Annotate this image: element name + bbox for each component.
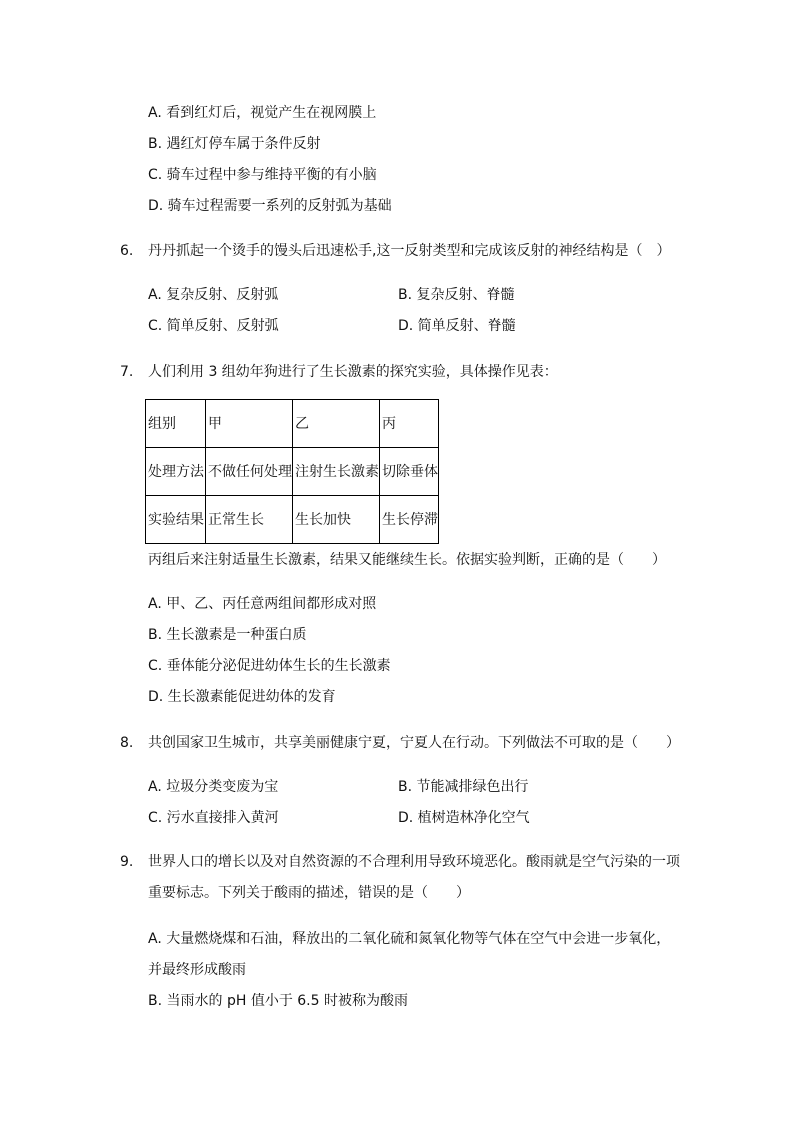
q9-option-b: B. 当雨水的 pH 值小于 6.5 时被称为酸雨: [148, 993, 408, 1009]
q8-option-d: D. 植树造林净化空气: [398, 810, 530, 826]
q5-option-d: D. 骑车过程需要一系列的反射弧为基础: [148, 198, 392, 214]
table-cell: 实验结果: [146, 496, 206, 544]
q6-stem: 丹丹抓起一个烫手的馒头后迅速松手,这一反射类型和完成该反射的神经结构是（ ）: [148, 243, 671, 259]
table-cell: 丙: [380, 400, 439, 448]
q6-option-a: A. 复杂反射、反射弧: [148, 287, 279, 303]
table-cell: 甲: [206, 400, 293, 448]
table-row: [146, 448, 439, 496]
table-row: [146, 496, 439, 544]
table-cell: 生长加快: [293, 496, 380, 544]
table-cell: 处理方法: [146, 448, 206, 496]
q6-option-d: D. 简单反射、脊髓: [398, 318, 516, 334]
q9-stem-line1: 世界人口的增长以及对自然资源的不合理利用导致环境恶化。酸雨就是空气污染的一项: [148, 854, 680, 870]
q9-number: 9.: [120, 854, 134, 870]
q9-stem-line2: 重要标志。下列关于酸雨的描述，错误的是（ ）: [148, 885, 470, 901]
q8-number: 8.: [120, 735, 134, 751]
q7-after-text: 丙组后来注射适量生长激素，结果又能继续生长。依据实验判断，正确的是（ ）: [148, 552, 666, 568]
table-cell: 组别: [146, 400, 206, 448]
experiment-table: [145, 399, 439, 544]
table-cell: 生长停滞: [380, 496, 439, 544]
q8-stem: 共创国家卫生城市，共享美丽健康宁夏，宁夏人在行动。下列做法不可取的是（ ）: [148, 735, 680, 751]
q7-number: 7.: [120, 364, 134, 380]
q7-option-b: B. 生长激素是一种蛋白质: [148, 627, 307, 643]
q6-number: 6.: [120, 243, 134, 259]
q7-option-d: D. 生长激素能促进幼体的发育: [148, 689, 336, 705]
q5-option-a: A. 看到红灯后，视觉产生在视网膜上: [148, 105, 377, 121]
q7-option-c: C. 垂体能分泌促进幼体生长的生长激素: [148, 658, 391, 674]
q7-option-a: A. 甲、乙、丙任意两组间都形成对照: [148, 596, 377, 612]
table-cell: 正常生长: [206, 496, 293, 544]
q7-stem: 人们利用 3 组幼年狗进行了生长激素的探究实验，具体操作见表：: [148, 364, 558, 380]
q9-option-a-line2: 并最终形成酸雨: [148, 962, 246, 978]
q5-option-b: B. 遇红灯停车属于条件反射: [148, 136, 321, 152]
q5-option-c: C. 骑车过程中参与维持平衡的有小脑: [148, 167, 377, 183]
q6-option-b: B. 复杂反射、脊髓: [398, 287, 515, 303]
table-cell: 乙: [293, 400, 380, 448]
table-cell: 不做任何处理: [206, 448, 293, 496]
q8-option-b: B. 节能减排绿色出行: [398, 779, 529, 795]
q8-option-c: C. 污水直接排入黄河: [148, 810, 279, 826]
table-row: [146, 400, 439, 448]
q6-option-c: C. 简单反射、反射弧: [148, 318, 279, 334]
table-cell: 注射生长激素: [293, 448, 380, 496]
q8-option-a: A. 垃圾分类变废为宝: [148, 779, 279, 795]
q9-option-a-line1: A. 大量燃烧煤和石油，释放出的二氧化硫和氮氧化物等气体在空气中会进一步氧化，: [148, 931, 671, 947]
table-cell: 切除垂体: [380, 448, 439, 496]
